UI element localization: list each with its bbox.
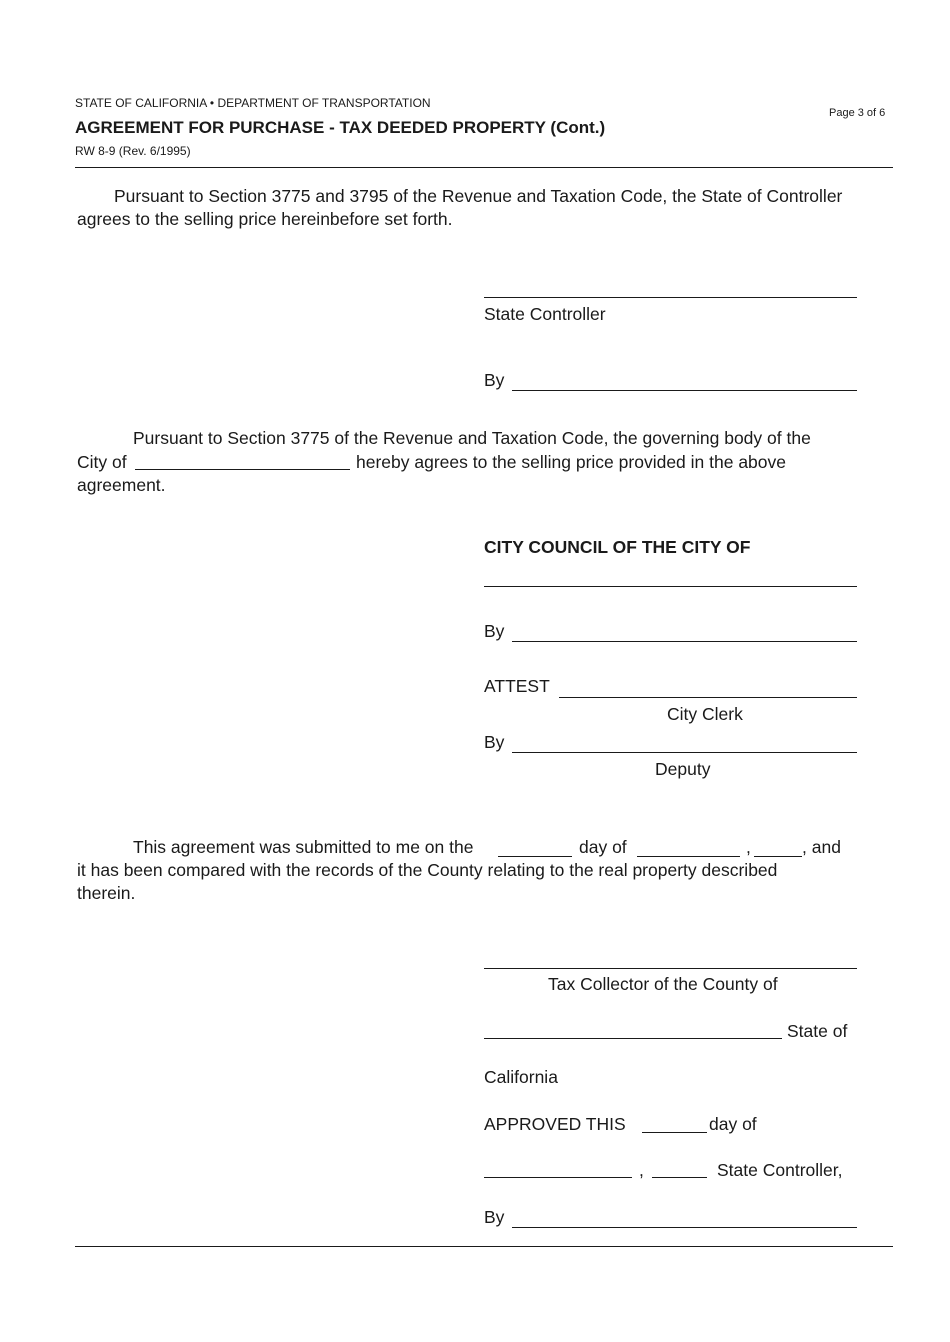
city-para-line3: agreement. bbox=[77, 475, 166, 495]
state-controller-label: State Controller bbox=[484, 304, 606, 324]
submission-day-field[interactable] bbox=[498, 856, 572, 857]
submission-line1-a: This agreement was submitted to me on the bbox=[133, 837, 474, 857]
footer-divider bbox=[75, 1246, 893, 1247]
page-number: Page 3 of 6 bbox=[829, 107, 886, 119]
city-council-name-line[interactable] bbox=[484, 586, 857, 587]
submission-line3: therein. bbox=[77, 883, 136, 903]
controller-para-line2: agrees to the selling price hereinbefore set forth. bbox=[77, 209, 453, 229]
city-of-label: City of bbox=[77, 452, 127, 472]
submission-line2: it has been compared with the records of the County relating to the real property described bbox=[77, 860, 778, 880]
council-by-signature-line[interactable] bbox=[512, 641, 857, 642]
approved-year-field[interactable] bbox=[652, 1177, 707, 1178]
attest-signature-line[interactable] bbox=[559, 697, 857, 698]
approved-day-of-label: day of bbox=[709, 1114, 757, 1134]
city-para-line2-rest: hereby agrees to the selling price provided in the above bbox=[356, 452, 786, 472]
approved-this-label: APPROVED THIS bbox=[484, 1114, 626, 1134]
state-controller-signature-line[interactable] bbox=[484, 297, 857, 298]
city-clerk-label: City Clerk bbox=[667, 704, 743, 724]
tax-collector-label: Tax Collector of the County of bbox=[548, 974, 778, 994]
approved-state-controller-label: State Controller, bbox=[717, 1160, 843, 1180]
approved-day-field[interactable] bbox=[642, 1132, 707, 1133]
final-by-signature-line[interactable] bbox=[512, 1227, 857, 1228]
approved-comma: , bbox=[639, 1160, 644, 1180]
submission-year-field[interactable] bbox=[754, 856, 802, 857]
attest-label: ATTEST bbox=[484, 676, 550, 696]
city-council-heading: CITY COUNCIL OF THE CITY OF bbox=[484, 537, 751, 557]
county-name-field[interactable] bbox=[484, 1038, 782, 1039]
california-label: California bbox=[484, 1067, 558, 1087]
submission-day-of-label: day of bbox=[579, 837, 627, 857]
controller-by-label: By bbox=[484, 370, 505, 390]
header-divider bbox=[75, 167, 893, 168]
form-title: AGREEMENT FOR PURCHASE - TAX DEEDED PROPERTY (Cont.) bbox=[75, 118, 606, 137]
deputy-label: Deputy bbox=[655, 759, 711, 779]
deputy-by-label: By bbox=[484, 732, 505, 752]
city-para-line1: Pursuant to Section 3775 of the Revenue and Taxation Code, the governing body of the bbox=[133, 428, 811, 448]
form-id: RW 8-9 (Rev. 6/1995) bbox=[75, 144, 191, 158]
controller-by-signature-line[interactable] bbox=[512, 390, 857, 391]
agency-line: STATE OF CALIFORNIA • DEPARTMENT OF TRANSPORTATION bbox=[75, 96, 431, 110]
submission-month-field[interactable] bbox=[637, 856, 740, 857]
city-name-field[interactable] bbox=[135, 469, 350, 470]
tax-collector-signature-line[interactable] bbox=[484, 968, 857, 969]
state-of-label: State of bbox=[787, 1021, 848, 1041]
submission-and-label: , and bbox=[802, 837, 841, 857]
council-by-label: By bbox=[484, 621, 505, 641]
controller-para-line1: Pursuant to Section 3775 and 3795 of the Revenue and Taxation Code, the State of Controller bbox=[114, 186, 843, 206]
approved-month-field[interactable] bbox=[484, 1177, 632, 1178]
submission-comma: , bbox=[746, 837, 751, 857]
final-by-label: By bbox=[484, 1207, 505, 1227]
deputy-signature-line[interactable] bbox=[512, 752, 857, 753]
